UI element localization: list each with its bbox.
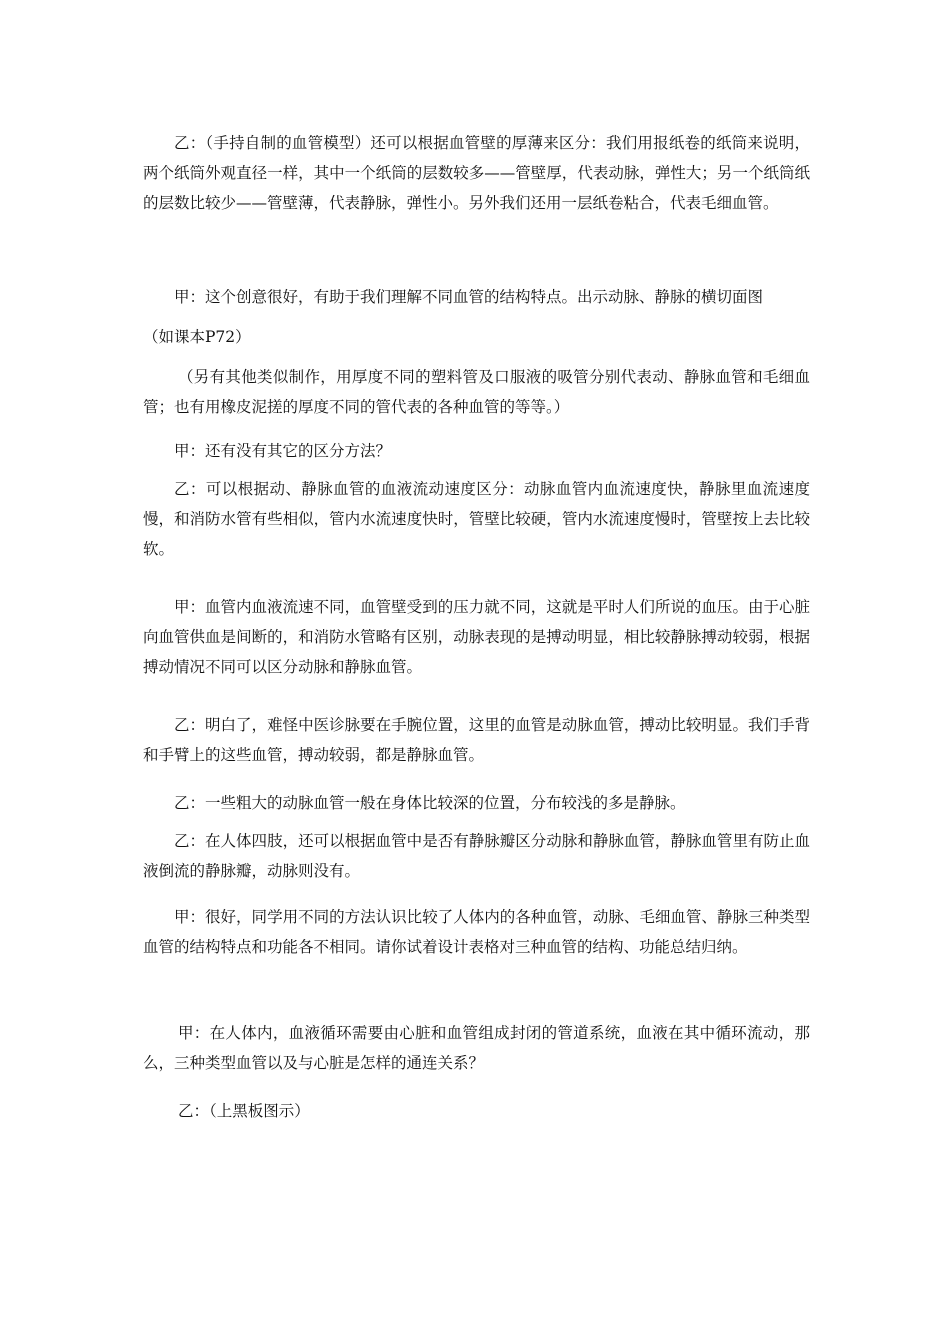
paragraph-2: 甲：这个创意很好，有助于我们理解不同血管的结构特点。出示动脉、静脉的横切面图	[174, 288, 764, 306]
paragraph-9: 乙：一些粗大的动脉血管一般在身体比较深的位置，分布较浅的多是静脉。	[174, 794, 686, 812]
paragraph-10: 乙：在人体四肢，还可以根据血管中是否有静脉瓣区分动脉和静脉血管，静脉血管里有防止血液倒流的静脉瓣，动脉则没有。	[143, 832, 810, 880]
paragraph-5: 甲：还有没有其它的区分方法？	[174, 442, 392, 460]
paragraph-3: （如课本P72）	[143, 328, 251, 346]
paragraph-11: 甲：很好，同学用不同的方法认识比较了人体内的各种血管，动脉、毛细血管、静脉三种类型血管的结构特点和功能各不相同。请你试着设计表格对三种血管的结构、功能总结归纳。	[143, 908, 810, 956]
paragraph-12: 甲：在人体内，血液循环需要由心脏和血管组成封闭的管道系统，血液在其中循环流动，那么，三种类型血管以及与心脏是怎样的通连关系？	[143, 1024, 810, 1072]
paragraph-4: （另有其他类似制作，用厚度不同的塑料管及口服液的吸管分别代表动、静脉血管和毛细血管；也有用橡皮泥搓的厚度不同的管代表的各种血管的等等。）	[143, 368, 810, 416]
paragraph-6: 乙：可以根据动、静脉血管的血液流动速度区分：动脉血管内血流速度快，静脉里血流速度慢，和消防水管有些相似，管内水流速度快时，管壁比较硬，管内水流速度慢时，管壁按上去比较软。	[143, 480, 810, 558]
paragraph-7: 甲：血管内血液流速不同，血管壁受到的压力就不同，这就是平时人们所说的血压。由于心脏向血管供血是间断的，和消防水管略有区别，动脉表现的是搏动明显，相比较静脉搏动较弱，根据搏动情况不同可以区分动脉和静脉血管。	[143, 598, 810, 676]
paragraph-8: 乙：明白了，难怪中医诊脉要在手腕位置，这里的血管是动脉血管，搏动比较明显。我们手背和手臂上的这些血管，搏动较弱，都是静脉血管。	[143, 716, 810, 764]
paragraph-13: 乙：（上黑板图示）	[178, 1102, 310, 1120]
paragraph-1: 乙：（手持自制的血管模型）还可以根据血管壁的厚薄来区分：我们用报纸卷的纸筒来说明，两个纸筒外观直径一样，其中一个纸筒的层数较多——管壁厚，代表动脉，弹性大；另一个纸筒纸的层数比较少——管壁薄，代表静脉，弹性小。另外我们还用一层纸卷粘合，代表毛细血管。	[143, 134, 810, 212]
